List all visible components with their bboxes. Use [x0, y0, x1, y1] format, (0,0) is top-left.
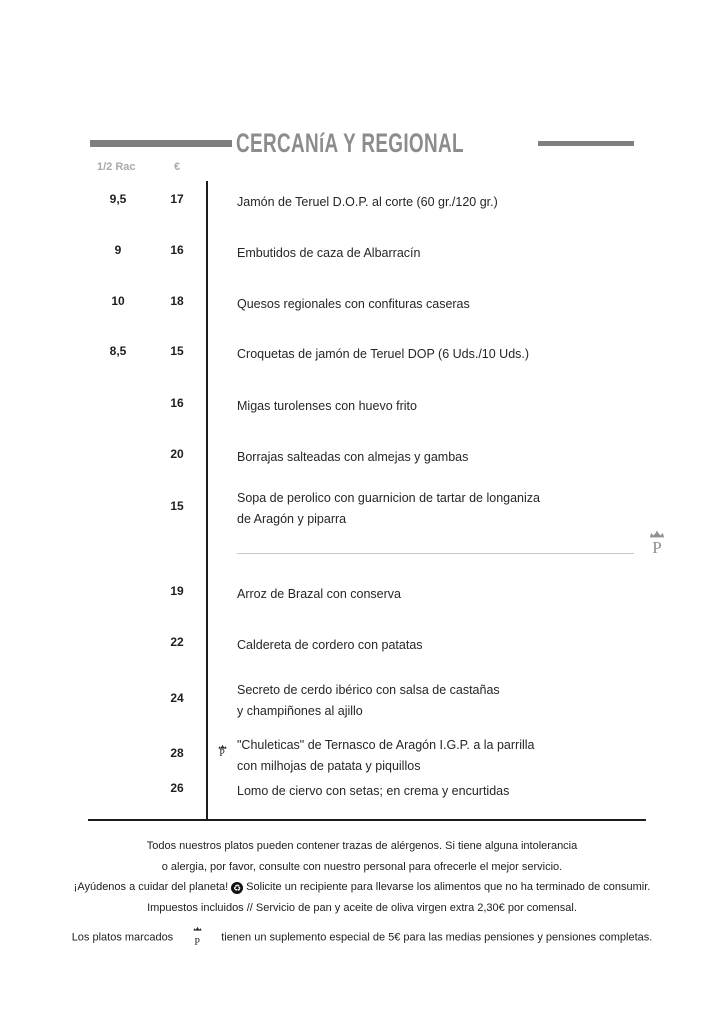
header-rule-left — [90, 140, 232, 147]
price: 24 — [170, 691, 184, 705]
price: 16 — [170, 396, 184, 410]
footer-notes — [55, 836, 669, 948]
logo-letter: P — [652, 538, 662, 557]
page-title: CERCANíA Y REGIONAL — [236, 128, 464, 158]
price: 19 — [170, 584, 184, 598]
crown-icon — [193, 927, 202, 931]
half-ration-price: 9 — [114, 243, 122, 257]
menu-row — [0, 584, 724, 628]
price: 17 — [170, 192, 184, 206]
supplement-mark — [211, 745, 233, 758]
footer-line-planet: ¡Ayúdenos a cuidar del planeta! ♻ Solicite un recipiente para llevarse los alimentos que no ha terminado de consumir. — [73, 881, 651, 893]
dish-name: Caldereta de cordero con patatas — [237, 638, 423, 652]
section-divider — [237, 553, 634, 554]
restaurant-logo — [644, 531, 670, 557]
half-ration-price: 10 — [111, 294, 125, 308]
price: 22 — [170, 635, 184, 649]
footer-line-allergens-2: o alergia, por favor, consulte con nuestro personal para ofrecerle el mejor servicio. — [161, 860, 563, 873]
menu-row — [0, 488, 724, 532]
menu-row — [0, 192, 724, 236]
menu-row — [0, 396, 724, 440]
price: 28 — [170, 746, 184, 760]
menu-row — [0, 447, 724, 491]
supplement-mark-letter: P — [194, 936, 200, 948]
dish-name: Migas turolenses con huevo frito — [237, 399, 417, 413]
menu-row — [0, 243, 724, 287]
menu-row — [0, 680, 724, 724]
column-header-euro: € — [173, 161, 181, 173]
column-header-half-ration: 1/2 Rac — [97, 161, 136, 173]
dish-name: Sopa de perolico con guarnicion de tartar de longaniza de Aragón y piparra — [237, 491, 540, 526]
price: 15 — [170, 344, 184, 358]
half-ration-price: 9,5 — [109, 192, 127, 206]
price: 20 — [170, 447, 184, 461]
dish-name: Jamón de Teruel D.O.P. al corte (60 gr./120 gr.) — [237, 195, 498, 209]
footer-line-taxes: Impuestos incluidos // Servicio de pan y aceite de oliva virgen extra 2,30€ por comensal. — [147, 901, 577, 914]
price: 26 — [170, 781, 184, 795]
dish-name: Quesos regionales con confituras caseras — [237, 297, 470, 311]
footer-line-allergens-1: Todos nuestros platos pueden contener trazas de alérgenos. Si tiene alguna intolerancia — [146, 840, 578, 852]
dish-name: Secreto de cerdo ibérico con salsa de castañas y champiñones al ajillo — [237, 683, 500, 718]
dish-name: Croquetas de jamón de Teruel DOP (6 Uds./10 Uds.) — [237, 347, 530, 361]
crown-icon — [649, 531, 665, 538]
dish-name: Lomo de ciervo con setas; en crema y encurtidas — [237, 784, 510, 798]
menu-row — [0, 344, 724, 388]
footer-line-supplement: Los platos marcados P tienen un suplemento especial de 5€ para las medias pensiones y pensiones completas. — [55, 918, 669, 948]
menu-row — [0, 635, 724, 679]
half-ration-price: 8,5 — [109, 344, 127, 358]
supplement-mark — [187, 918, 207, 947]
dish-name: Borrajas salteadas con almejas y gambas — [237, 450, 469, 464]
header-rule-right — [538, 141, 634, 146]
dish-name: Embutidos de caza de Albarracín — [237, 246, 421, 260]
dish-name: "Chuleticas" de Ternasco de Aragón I.G.P. a la parrilla con milhojas de patata y piquillos — [237, 738, 535, 773]
price: 16 — [170, 243, 184, 257]
recycle-icon: ♻ — [233, 883, 242, 893]
price: 15 — [170, 499, 184, 513]
dish-name: Arroz de Brazal con conserva — [237, 587, 401, 601]
menu-row — [0, 294, 724, 338]
menu-row — [0, 735, 724, 779]
price: 18 — [170, 294, 184, 308]
footer-rule — [88, 819, 646, 821]
supplement-mark-letter: P — [219, 748, 225, 759]
